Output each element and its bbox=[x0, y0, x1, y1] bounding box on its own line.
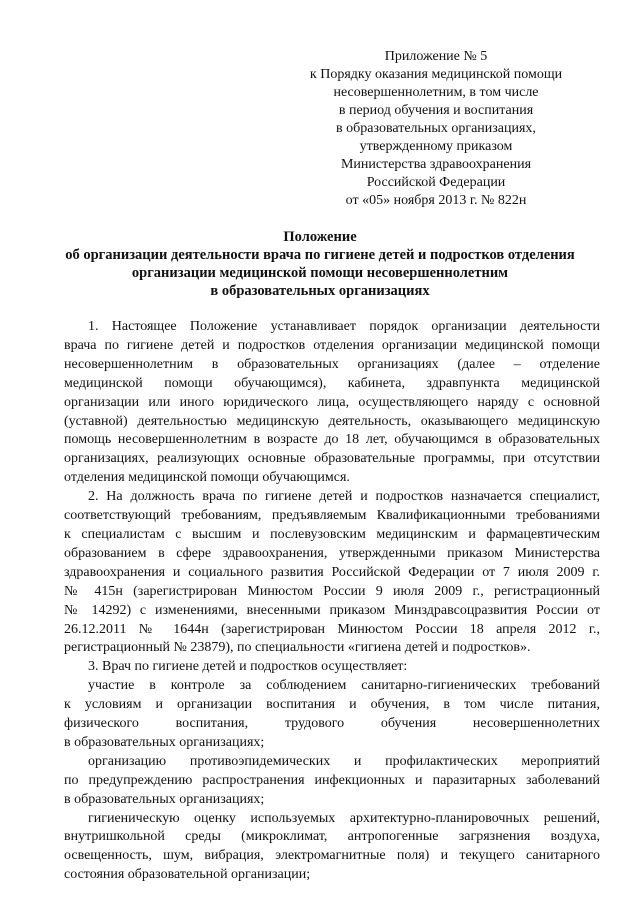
body-text-line: медицинской помощи обучающимся), кабинета, здравпункта медицинской bbox=[64, 375, 600, 391]
body-text-line: внутришкольной среды (микроклимат, антропогенные загрязнения воздуха, bbox=[64, 829, 600, 845]
document-heading bbox=[40, 228, 600, 300]
body-text-line: состояния образовательной организации; bbox=[64, 867, 311, 883]
body-text-line: регистрационный № 23879), по специальности «гигиена детей и подростков». bbox=[64, 640, 531, 656]
body-text-line: к условиям и организации воспитания и обучения, в том числе питания, bbox=[64, 697, 600, 713]
body-text-line: 3. Врач по гигиене детей и подростков осуществляет: bbox=[88, 659, 408, 675]
body-text-line: организациях, реализующих основные образовательные программы, при отсутствии bbox=[64, 451, 600, 467]
body-text-line: 1. Настоящее Положение устанавливает порядок организации деятельности bbox=[88, 319, 600, 334]
body-text-line: по предупреждению распространения инфекционных и паразитарных заболеваний bbox=[64, 772, 600, 788]
body-text-line: № 415н (зарегистрирован Минюстом России 9 июля 2009 г., регистрационный bbox=[64, 583, 600, 599]
body-text-line: здравоохранения и социального развития Российской Федерации от 7 июля 2009 г. bbox=[64, 564, 600, 580]
heading-line: Положение bbox=[283, 229, 357, 245]
body-text-line: несовершеннолетним в образовательных организациях (далее – отделение bbox=[64, 356, 600, 372]
heading-line: в образовательных организациях bbox=[210, 283, 430, 299]
body-text-line: к специалистам с высшим и послевузовским медицинским и фармацевтическим bbox=[64, 526, 600, 542]
appendix-line: к Порядку оказания медицинской помощи bbox=[309, 67, 563, 82]
body-text-line: организацию противоэпидемических и профилактических мероприятий bbox=[88, 753, 600, 769]
body-text-line: гигиеническую оценку используемых архитектурно-планировочных решений, bbox=[88, 810, 600, 826]
body-text-line: (уставной) деятельностью медицинскую деятельность, оказывающего медицинскую bbox=[64, 413, 600, 429]
body-text-line: физического воспитания, трудового обучения несовершеннолетних bbox=[64, 716, 600, 732]
appendix-line: утвержденному приказом bbox=[359, 139, 513, 154]
body-text-line: № 14292) с изменениями, внесенными приказом Минздравсоцразвития России от bbox=[64, 602, 600, 618]
appendix-line: Министерства здравоохранения bbox=[340, 157, 532, 172]
heading-line: организации медицинской помощи несовершеннолетним bbox=[131, 265, 509, 281]
appendix-line: несовершеннолетним, в том числе bbox=[333, 85, 539, 100]
appendix-block bbox=[300, 48, 572, 210]
body-text-line: врача по гигиене детей и подростков отделения организации медицинской помощи bbox=[64, 337, 600, 353]
body-text-line: отделения медицинской помощи обучающимся. bbox=[64, 470, 350, 486]
body-text-line: в образовательных организациях; bbox=[64, 734, 265, 750]
body-text-line: соответствующий требованиям, предъявляемым Квалификационными требованиями bbox=[64, 508, 600, 524]
appendix-line: в период обучения и воспитания bbox=[338, 103, 534, 118]
appendix-line: Российской Федерации bbox=[366, 175, 506, 190]
heading-line: об организации деятельности врача по гигиене детей и подростков отделения bbox=[65, 247, 575, 263]
appendix-line: в образовательных организациях, bbox=[336, 121, 536, 136]
appendix-line: от «05» ноября 2013 г. № 822н bbox=[345, 193, 527, 208]
appendix-line: Приложение № 5 bbox=[384, 49, 488, 64]
body-text-line: участие в контроле за соблюдением санитарно-гигиенических требований bbox=[88, 678, 600, 694]
document-body bbox=[64, 318, 600, 885]
body-text-line: в образовательных организациях; bbox=[64, 791, 265, 807]
body-text-line: образованием в сфере здравоохранения, утвержденными приказом Министерства bbox=[64, 545, 600, 561]
body-text-line: 2. На должность врача по гигиене детей и подростков назначается специалист, bbox=[88, 489, 600, 505]
body-text-line: организации или иного юридического лица, осуществляющего наряду с основной bbox=[64, 394, 600, 410]
body-text-line: помощь несовершеннолетним в возрасте до 18 лет, обучающимся в образовательных bbox=[64, 432, 600, 448]
body-text-line: освещенность, шум, вибрация, электромагнитные поля) и текущего санитарного bbox=[64, 848, 600, 864]
body-text-line: 26.12.2011 № 1644н (зарегистрирован Минюстом России 18 апреля 2012 г., bbox=[64, 621, 600, 637]
